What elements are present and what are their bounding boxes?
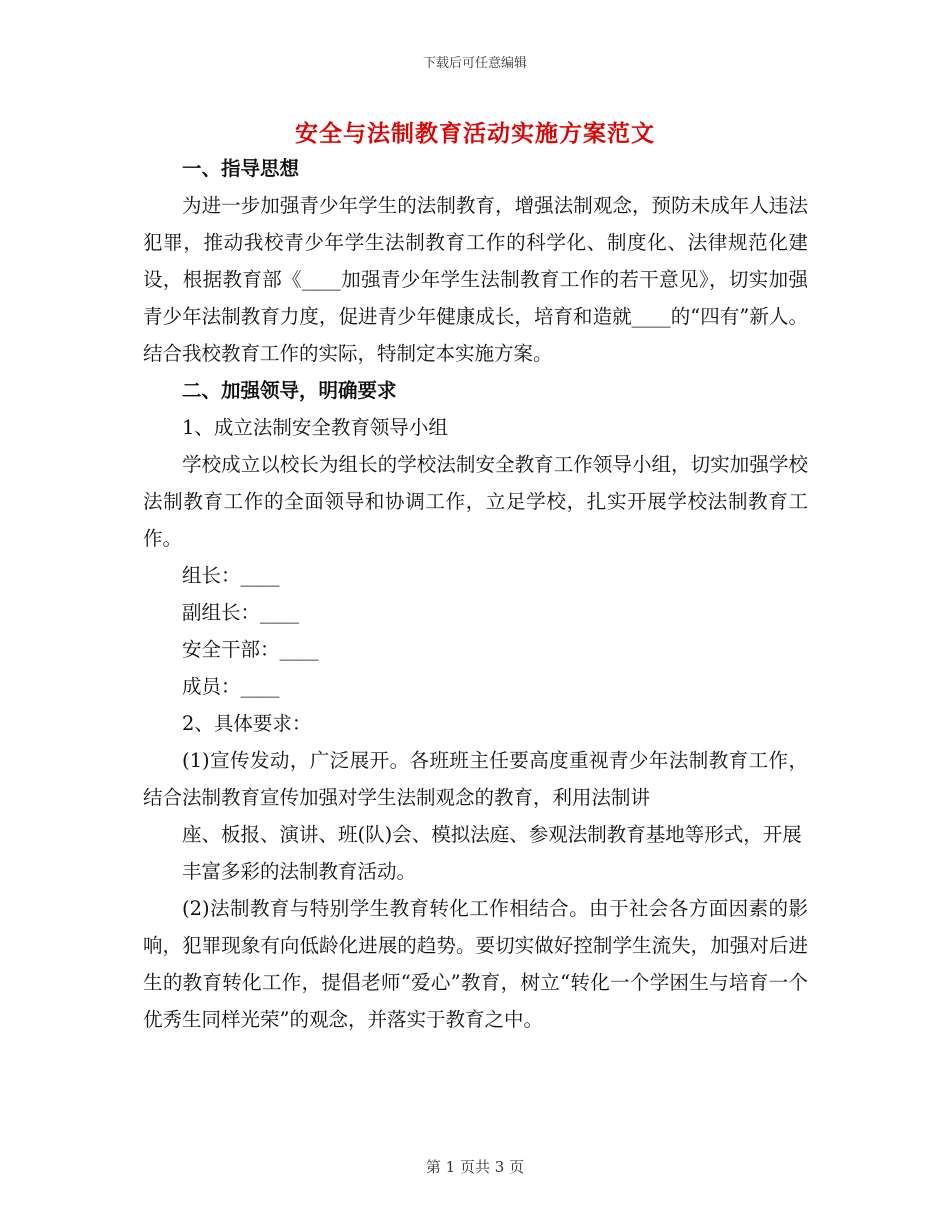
document-title: 安全与法制教育活动实施方案范文 xyxy=(295,120,655,147)
requirement-1-part-1: (1)宣传发动，广泛展开。各班班主任要高度重视青少年法制教育工作，结合法制教育宣传加强对学生法制观念的教育，利用法制讲 xyxy=(143,749,808,809)
role-deputy-leader: 副组长：____ xyxy=(182,601,300,624)
section-1-paragraph: 为进一步加强青少年学生的法制教育，增强法制观念，预防未成年人违法犯罪，推动我校青少年学生法制教育工作的科学化、制度化、法律规范化建设，根据教育部《____加强青少年学生法制教育工作的若干意见》，切实加强青少年法制教育力度，促进青少年健康成长，培育和造就____的“四有”新人。结合我校教育工作的实际，特制定本实施方案。 xyxy=(143,194,808,365)
role-leader: 组长：____ xyxy=(182,564,280,587)
header-note: 下载后可任意编辑 xyxy=(422,56,527,71)
item-1-heading: 1、成立法制安全教育领导小组 xyxy=(182,416,448,439)
requirement-2: (2)法制教育与特别学生教育转化工作相结合。由于社会各方面因素的影响，犯罪现象有向低龄化进展的趋势。要切实做好控制学生流失，加强对后进生的教育转化工作，提倡老师“爱心”教育，树立“转化一个学困生与培育一个优秀生同样光荣”的观念，并落实于教育之中。 xyxy=(143,897,808,1031)
section-1-heading: 一、指导思想 xyxy=(182,157,300,180)
item-2-heading: 2、具体要求： xyxy=(182,712,312,735)
section-2-heading: 二、加强领导，明确要求 xyxy=(182,379,397,402)
requirement-1-part-2: 座、板报、演讲、班(队)会、模拟法庭、参观法制教育基地等形式，开展丰富多彩的法制教育活动。 xyxy=(182,823,802,883)
role-members: 成员：____ xyxy=(182,675,280,698)
page-footer: 第 1 页共 3 页 xyxy=(425,1158,525,1176)
document-body xyxy=(143,150,808,1038)
item-1-paragraph: 学校成立以校长为组长的学校法制安全教育工作领导小组，切实加强学校法制教育工作的全面领导和协调工作，立足学校，扎实开展学校法制教育工作。 xyxy=(143,453,808,550)
role-safety-officer: 安全干部：____ xyxy=(182,638,319,661)
